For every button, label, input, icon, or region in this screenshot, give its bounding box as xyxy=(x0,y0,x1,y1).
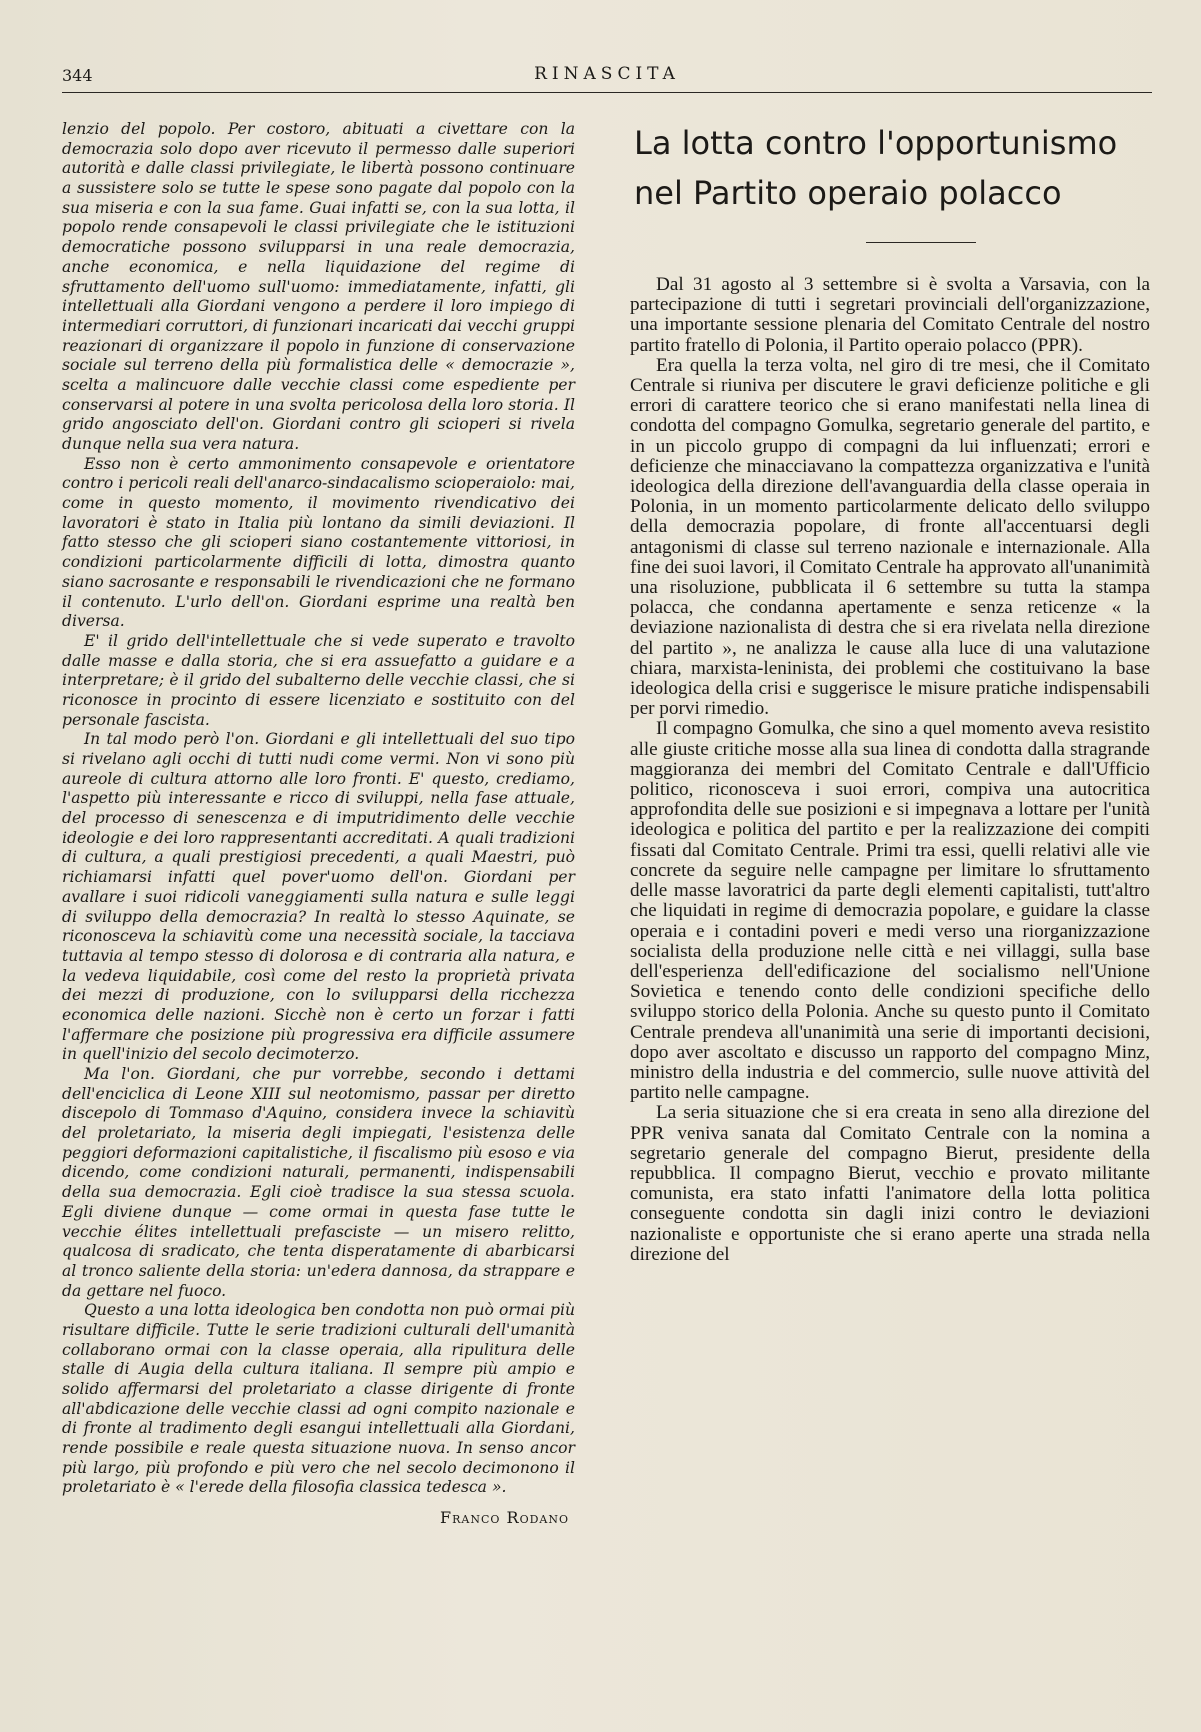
page-header xyxy=(62,56,1152,93)
article-title-line: La lotta contro l'opportunismo xyxy=(634,124,1118,162)
article-paragraph: Il compagno Gomulka, che sino a quel momento aveva resistito alle giuste critiche mosse alla sua linea di condotta dalla stragrande maggioranza dei membri del Comitato Centrale e dall'Ufficio politico, riconosceva i suoi errori, compiva una autocritica approfondita delle sue posizioni e si impegnava a lottare per l'unità ideologica e politica del partito e per la realizzazione dei compiti fissati dal Comitato Centrale. Primi tra essi, quelli relativi alle vie concrete da seguire nelle campagne per limitare lo sfruttamento delle masse lavoratrici da parte degli elementi capitalisti, tutt'altro che liquidati in regime di democrazia popolare, e guidare la classe operaia e i contadini poveri e medi verso una riorganizzazione socialista della produzione nelle città e nei villaggi, sulla base dell'esperienza dell'edificazione del socialismo nell'Unione Sovietica e tenendo conto delle condizioni specifiche dello sviluppo storico della Polonia. Anche su questo punto il Comitato Centrale prendeva all'unanimità una serie di importanti decisioni, dopo aver ascoltato e discusso un rapporto del compagno Minz, ministro della industria e del commercio, sulle nuove attività del partito nelle campagne. xyxy=(630,718,1150,1104)
article-title-line: nel Partito operaio polacco xyxy=(634,174,1062,212)
title-divider xyxy=(866,242,976,243)
author-signature: Franco Rodano xyxy=(440,1508,569,1528)
left-paragraph: Esso non è certo ammonimento consapevole e orientatore contro i pericoli reali dell'anarco-sindacalismo scioperaiolo: mai, come in questo momento, il movimento rivendicativo dei lavoratori è stato in Italia più lontano da simili deviazioni. Il fatto stesso che gli scioperi siano costantemente vittoriosi, in condizioni particolarmente difficili di lotta, dimostra quanto siano sacrosante e responsabili le rivendicazioni che ne formano il contenuto. L'urlo dell'on. Giordani esprime una realtà ben diversa. xyxy=(62,454,575,631)
left-column-article-continuation xyxy=(62,120,575,1700)
running-head: RINASCITA xyxy=(534,64,680,84)
left-paragraph: Ma l'on. Giordani, che pur vorrebbe, secondo i dettami dell'enciclica di Leone XIII sul neotomismo, passar per diretto discepolo di Tommaso d'Aquino, considera invece la schiavitù del proletariato, la miseria degli impiegati, l'esistenza delle peggiori deformazioni capitalistiche, il fiscalismo più esoso e via dicendo, come condizioni naturali, permanenti, indispensabili della sua democrazia. Egli cioè tradisce la sua stessa scuola. Egli diviene dunque — come ormai in questa fase tutte le vecchie élites intellettuali prefasciste — un misero relitto, qualcosa di sradicato, che tenta disperatamente di abarbicarsi al tronco saliente della storia: un'edera dannosa, da strappare e da gettare nel fuoco. xyxy=(62,1065,575,1300)
article-paragraph: Era quella la terza volta, nel giro di tre mesi, che il Comitato Centrale si riuniva per discutere le gravi deficienze politiche e gli errori di carattere teorico che si erano manifestati nella linea di condotta del compagno Gomulka, segretario generale del partito, e in un piccolo gruppo di compagni da lui influenzati; errori e deficienze che minacciavano la compattezza organizzativa e l'unità ideologica della direzione dell'avanguardia della classe operaia in Polonia, in un momento particolarmente delicato dello sviluppo della democrazia popolare, di fronte all'accentuarsi degli antagonismi di classe sul terreno nazionale e internazionale. Alla fine dei suoi lavori, il Comitato Centrale ha approvato all'unanimità una risoluzione, pubblicata il 6 settembre su tutta la stampa polacca, che condanna apertamente e senza reticenze « la deviazione nazionalista di destra che si era rivelata nella direzione del partito », ne analizza le cause alla luce di una valutazione chiara, marxista-leninista, dei problemi che costituivano la base ideologica della crisi e suggerisce le misure pratiche indispensabili per porvi rimedio. xyxy=(630,354,1150,720)
right-column-article xyxy=(630,118,1150,1698)
page-number: 344 xyxy=(62,66,93,85)
article-paragraph: La seria situazione che si era creata in seno alla direzione del PPR veniva sanata dal Comitato Centrale con la nomina a segretario generale del compagno Bierut, presidente della repubblica. Il compagno Bierut, vecchio e provato militante comunista, era stato infatti l'animatore della lotta politica conseguente condotta sin dagli inizi contro le deviazioni nazionaliste e opportuniste che si erano aperte una strada nella direzione del xyxy=(630,1102,1150,1265)
article-paragraph: Dal 31 agosto al 3 settembre si è svolta a Varsavia, con la partecipazione di tutti i segretari provinciali dell'organizzazione, una importante sessione plenaria del Comitato Centrale del nostro partito fratello di Polonia, il Partito operaio polacco (PPR). xyxy=(630,274,1150,356)
left-paragraph: In tal modo però l'on. Giordani e gli intellettuali del suo tipo si rivelano agli occhi di tutti nudi come vermi. Non vi sono più aureole di cultura attorno alle loro fronti. E' questo, crediamo, l'aspetto più interessante e ricco di sviluppi, nella fase attuale, del processo di senescenza e di imputridimento delle vecchie ideologie e dei loro rappresentanti accreditati. A quali tradizioni di cultura, a quali prestigiosi precedenti, a quali Maestri, può richiamarsi infatti quel pover'uomo dell'on. Giordani per avallare i suoi ridicoli vaneggiamenti sulla natura e sulle leggi di sviluppo della democrazia? In realtà lo stesso Aquinate, se riconosceva la schiavitù come una necessità sociale, la tacciava tuttavia al tempo stesso di dolorosa e di contraria alla natura, e la vedeva liquidabile, così come del resto la proprietà privata dei mezzi di produzione, con lo svilupparsi della ricchezza economica delle nazioni. Sicchè non è certo un forzar i fatti l'affermare che posizione più progressiva era difficile assumere in quell'inizio del secolo decimoterzo. xyxy=(62,730,575,1064)
article-title xyxy=(630,118,1150,218)
left-paragraph: E' il grido dell'intellettuale che si vede superato e travolto dalle masse e dalla storia, che si era assuefatto a guidare e a interpretare; è il grido del subalterno delle vecchie classi, che si riconosce in procinto di essere licenziato e sostituito con del personale fascista. xyxy=(62,631,575,729)
left-paragraph: Questo a una lotta ideologica ben condotta non può ormai più risultare difficile. Tutte le serie tradizioni culturali dell'umanità collaborano ormai con la classe operaia, alla ripulitura delle stalle di Augia della cultura italiana. Il sempre più ampio e solido affermarsi del proletariato a classe dirigente di fronte all'abdicazione delle vecchie classi ad ogni compito nazionale e di fronte al tradimento degli esangui intellettuali alla Giordani, rende possibile e reale questa situazione nuova. In senso ancor più largo, più profondo e più vero che nel secolo decimonono il proletariato è « l'erede della filosofia classica tedesca ». xyxy=(62,1301,575,1497)
article-body xyxy=(630,275,1150,1265)
left-paragraph: lenzio del popolo. Per costoro, abituati a civettare con la democrazia solo dopo aver ricevuto il permesso dalle superiori autorità e dalle classi privilegiate, le libertà possono continuare a sussistere solo se tutte le spese sono pagate dal popolo con la sua miseria e con la sua fame. Guai infatti se, con la sua lotta, il popolo rende consapevoli le classi privilegiate che le istituzioni democratiche possono svilupparsi in una reale democrazia, anche economica, e nella liquidazione del regime di sfruttamento dell'uomo sull'uomo: immediatamente, infatti, gli intellettuali alla Giordani vengono a perdere il loro impiego di intermediari corruttori, di funzionari incaricati dai vecchi gruppi reazionari di organizzare il popolo in funzione di conservazione sociale sul terreno della più formalistica delle « democrazie », scelta a malincuore dalle vecchie classi come espediente per conservarsi al potere in una svolta pericolosa della loro storia. Il grido angosciato dell'on. Giordani contro gli scioperi si rivela dunque nella sua vera natura. xyxy=(62,120,576,453)
